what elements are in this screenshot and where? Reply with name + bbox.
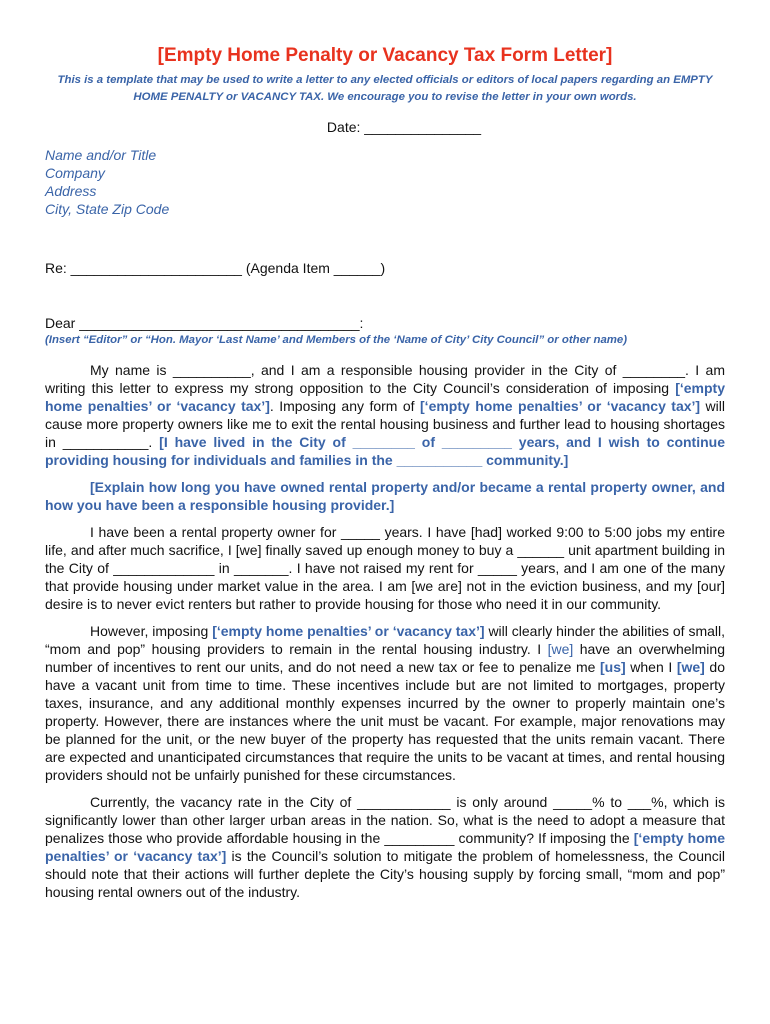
paragraph-4 xyxy=(45,622,725,784)
p4-placeholder-b: [‘empty home penalties’ or ‘vacancy tax’] xyxy=(212,623,485,639)
p5-placeholder-b: [‘empty home penalties’ or ‘vacancy tax’] xyxy=(45,830,726,864)
p4-placeholder-h: [we] xyxy=(676,659,705,675)
recipient-address: Address xyxy=(45,183,97,199)
template-instructions: This is a template that may be used to write a letter to any elected officials or editors of local papers regarding an EMPTY HOME PENALTY or VACANCY TAX. We encourage you to revise the letter in your own words. xyxy=(57,74,713,103)
recipient-city: City, State Zip Code xyxy=(45,201,170,217)
salutation: Dear ____________________________________: xyxy=(45,315,364,331)
p1-text-c: . Imposing any form of xyxy=(269,398,421,414)
recipient-company: Company xyxy=(45,165,105,181)
p4-text-e: have an overwhelming number of incentives to rent our units, and do not need a new tax or fee to penalize me xyxy=(45,641,725,675)
salutation-note: (Insert “Editor” or “Hon. Mayor ‘Last Name’ and Members of the ‘Name of City’ City Council” or other name) xyxy=(45,334,628,346)
p4-text-i: do have a vacant unit from time to time. These incentives include but are not limited to mortgages, property taxes, insurance, and any additional monthly expenses incurred by the owner to properly maintain one’s property. However, there are instances where the unit must be vacant. For example, major renovations may be planned for the unit, or the new buyer of the property has requested that the units remain vacant. There are expected and unanticipated circumstances that require the units to be vacant at times, and rental housing providers should not be unfairly punished for these circumstances. xyxy=(45,659,725,783)
date-line: Date: _______________ xyxy=(326,119,482,135)
recipient-address-block xyxy=(45,146,725,218)
paragraph-2-instructions: [Explain how long you have owned rental property and/or became a rental property owner, and how you have been a responsible housing provider.] xyxy=(45,479,725,513)
p1-placeholder-f: [I have lived in the City of ________ of _________ years, and I wish to continue providing housing for individuals and families in the ___________ community.] xyxy=(45,434,725,468)
p4-text-a: However, imposing xyxy=(90,623,213,639)
paragraph-5 xyxy=(45,793,725,901)
p4-placeholder-d: [we] xyxy=(547,641,574,657)
p4-text-g: when I xyxy=(625,659,677,675)
re-line: Re: ______________________ (Agenda Item ______) xyxy=(45,260,386,276)
p4-placeholder-f: [us] xyxy=(600,659,626,675)
p1-placeholder-b: [‘empty home penalties’ or ‘vacancy tax’] xyxy=(45,380,725,414)
document-title: [Empty Home Penalty or Vacancy Tax Form Letter] xyxy=(157,45,613,66)
p1-placeholder-d: [‘empty home penalties’ or ‘vacancy tax’] xyxy=(420,398,701,414)
p5-text-a: Currently, the vacancy rate in the City of ____________ is only around _____% to ___%, which is significantly lower than other larger urban areas in the nation. So, what is the need to adopt a measure that penalizes those who provide affordable housing in the _________ community? If imposing the xyxy=(45,794,725,846)
p1-text-e: will cause more property owners like me to exit the rental housing business and further lead to housing shortages in ___________. xyxy=(45,398,725,450)
p1-text-a: My name is __________, and I am a responsible housing provider in the City of ________. I am writing this letter to express my strong opposition to the City Council’s consideration of imposing xyxy=(45,362,725,396)
letter-page xyxy=(45,44,725,910)
paragraph-1 xyxy=(45,361,725,469)
p4-text-c: will clearly hinder the abilities of small, “mom and pop” housing providers to remain in the rental housing industry. I xyxy=(45,623,726,657)
recipient-name: Name and/or Title xyxy=(45,147,157,163)
p5-text-c: is the Council’s solution to mitigate the problem of homelessness, the Council should note that their actions will further deplete the City’s housing supply by forcing small, “mom and pop” housing rental owners out of the industry. xyxy=(45,848,725,900)
paragraph-3: I have been a rental property owner for _____ years. I have [had] worked 9:00 to 5:00 jobs my entire life, and after much sacrifice, I [we] finally saved up enough money to buy a ______ unit apartment building in the City of _____________ in _______. I have not raised my rent for _____ years, and I am one of the many that provide housing under market value in the area. I am [we are] not in the eviction business, and my [our] desire is to never evict renters but rather to provide housing for those who need it in our community. xyxy=(45,524,725,612)
